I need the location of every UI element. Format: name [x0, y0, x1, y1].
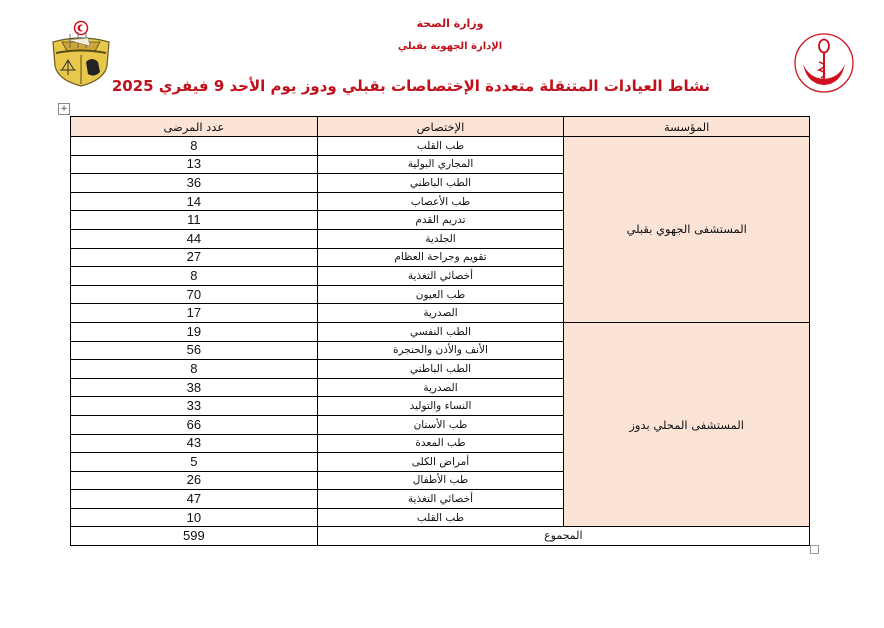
coat-of-arms-icon [48, 20, 114, 88]
specialty-cell: طب القلب [317, 137, 564, 156]
specialty-cell: طب القلب [317, 508, 564, 527]
document-title: نشاط العيادات المتنقلة متعددة الإختصاصات بقبلي ودوز يوم الأحد 9 فيفري 2025 [111, 77, 710, 95]
patient-count-cell: 43 [71, 434, 318, 453]
directorate-name: الإدارة الجهوية بقبلي [397, 41, 503, 52]
patient-count-cell: 5 [71, 453, 318, 472]
patient-count-cell: 13 [71, 155, 318, 174]
specialty-cell: الطب الباطني [317, 360, 564, 379]
patient-count-cell: 10 [71, 508, 318, 527]
specialty-cell: الأنف والأذن والحنجرة [317, 341, 564, 360]
specialty-cell: طب الأطفال [317, 471, 564, 490]
patient-count-cell: 44 [71, 229, 318, 248]
column-header-count: عدد المرضى [71, 117, 318, 137]
table-move-handle-icon[interactable]: + [58, 103, 70, 115]
specialty-cell: أخصائي التغذية [317, 267, 564, 286]
patient-count-cell: 14 [71, 192, 318, 211]
specialty-cell: تقويم وجراحة العظام [317, 248, 564, 267]
patient-count-cell: 26 [71, 471, 318, 490]
specialty-cell: أمراض الكلى [317, 453, 564, 472]
specialty-cell: أخصائي التغذية [317, 490, 564, 509]
specialty-cell: الطب النفسي [317, 322, 564, 341]
patient-count-cell: 8 [71, 137, 318, 156]
patient-count-cell: 70 [71, 285, 318, 304]
column-header-institution: المؤسسة [564, 117, 810, 137]
patient-count-cell: 27 [71, 248, 318, 267]
patient-count-cell: 17 [71, 304, 318, 323]
patient-count-cell: 11 [71, 211, 318, 230]
institution-cell: المستشفى الجهوي بقبلي [564, 137, 810, 323]
specialty-cell: الطب الباطني [317, 174, 564, 193]
clinic-activity-table [70, 116, 810, 546]
specialty-cell: طب المعدة [317, 434, 564, 453]
total-row [71, 527, 810, 546]
table-row [71, 322, 810, 341]
institution-cell: المستشفى المحلي بدوز [564, 322, 810, 527]
total-count: 599 [71, 527, 318, 546]
specialty-cell: الصدرية [317, 304, 564, 323]
table-resize-handle[interactable] [810, 545, 819, 554]
specialty-cell: المجاري البولية [317, 155, 564, 174]
patient-count-cell: 19 [71, 322, 318, 341]
specialty-cell: طب العيون [317, 285, 564, 304]
patient-count-cell: 66 [71, 415, 318, 434]
specialty-cell: الصدرية [317, 378, 564, 397]
patient-count-cell: 36 [71, 174, 318, 193]
table-row [71, 137, 810, 156]
specialty-cell: النساء والتوليد [317, 397, 564, 416]
specialty-cell: تدريم القدم [317, 211, 564, 230]
table-header-row [71, 117, 810, 137]
patient-count-cell: 8 [71, 267, 318, 286]
health-ministry-emblem-icon [793, 32, 855, 94]
patient-count-cell: 47 [71, 490, 318, 509]
patient-count-cell: 38 [71, 378, 318, 397]
specialty-cell: طب الأسنان [317, 415, 564, 434]
patient-count-cell: 33 [71, 397, 318, 416]
total-label: المجموع [317, 527, 809, 546]
patient-count-cell: 8 [71, 360, 318, 379]
specialty-cell: طب الأعصاب [317, 192, 564, 211]
ministry-name: وزارة الصحة [416, 17, 484, 30]
column-header-specialty: الإختصاص [317, 117, 564, 137]
specialty-cell: الجلدية [317, 229, 564, 248]
patient-count-cell: 56 [71, 341, 318, 360]
